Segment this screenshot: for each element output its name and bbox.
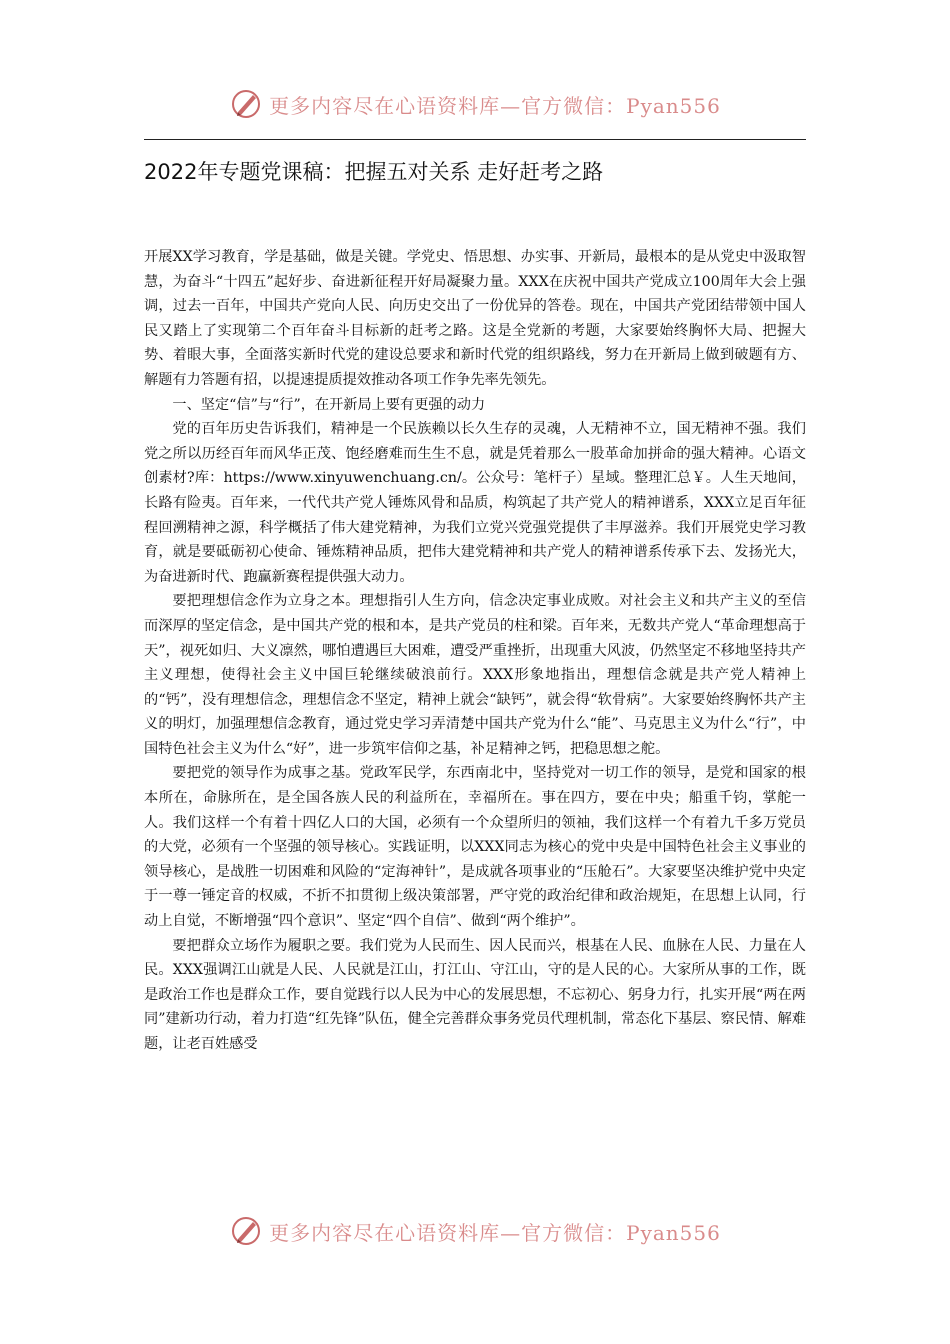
header-divider — [144, 139, 806, 140]
header-watermark-banner — [0, 84, 950, 124]
document-body — [144, 245, 806, 1057]
paragraph-intro: 开展XX学习教育，学是基础，做是关键。学党史、悟思想、办实事、开新局，最根本的是从党史中汲取智慧，为奋斗“十四五”起好步、奋进新征程开好局凝聚力量。XXX在庆祝中国共产党成立100周年大会上强调，过去一百年，中国共产党向人民、向历史交出了一份优异的答卷。现在，中国共产党团结带领中国人民又踏上了实现第二个百年奋斗目标新的赶考之路。这是全党新的考题，大家要始终胸怀大局、把握大势、着眼大事，全面落实新时代党的建设总要求和新时代党的组织路线，努力在开新局上做到破题有方、解题有力答题有招，以提速提质提效推动各项工作争先率先领先。 — [144, 249, 806, 388]
footer-watermark-banner — [0, 1211, 950, 1251]
pen-logo-icon — [229, 87, 263, 121]
document-title: 2022年专题党课稿：把握五对关系 走好赶考之路 — [144, 160, 604, 184]
header-watermark-text: 更多内容尽在心语资料库—官方微信：Pyan556 — [269, 93, 721, 118]
footer-watermark-text: 更多内容尽在心语资料库—官方微信：Pyan556 — [269, 1220, 721, 1245]
paragraph-leadership: 要把党的领导作为成事之基。党政军民学，东西南北中，坚持党对一切工作的领导，是党和国家的根本所在，命脉所在，是全国各族人民的利益所在，幸福所在。事在四方，要在中央；船重千钧，掌舵一人。我们这样一个有着十四亿人口的大国，必须有一个众望所归的领袖，我们这样一个有着九千多万党员的大党，必须有一个坚强的领导核心。实践证明，以XXX同志为核心的党中央是中国特色社会主义事业的领导核心，是战胜一切困难和风险的“定海神针”，是成就各项事业的“压舱石”。大家要坚决维护党中央定于一尊一锤定音的权威，不折不扣贯彻上级决策部署，严守党的政治纪律和政治规矩，在思想上认同，行动上自觉，不断增强“四个意识”、坚定“四个自信”、做到“两个维护”。 — [144, 765, 806, 930]
pen-logo-icon — [229, 1214, 263, 1248]
paragraph-ideals: 要把理想信念作为立身之本。理想指引人生方向，信念决定事业成败。对社会主义和共产主义的至信而深厚的坚定信念，是中国共产党的根和本，是共产党员的柱和梁。百年来，无数共产党人“革命理想高于天”，视死如归、大义凛然，哪怕遭遇巨大困难，遭受严重挫折，出现重大风波，仍然坚定不移地坚持共产主义理想，使得社会主义中国巨轮继续破浪前行。XXX形象地指出，理想信念就是共产党人精神上的“钙”，没有理想信念，理想信念不坚定，精神上就会“缺钙”，就会得“软骨病”。大家要始终胸怀共产主义的明灯，加强理想信念教育，通过党史学习弄清楚中国共产党为什么“能”、马克思主义为什么“行”，中国特色社会主义为什么“好”，进一步筑牢信仰之基，补足精神之钙，把稳思想之舵。 — [144, 593, 806, 757]
paragraph-spirit: 党的百年历史告诉我们，精神是一个民族赖以长久生存的灵魂，人无精神不立，国无精神不强。我们党之所以历经百年而风华正茂、饱经磨难而生生不息，就是凭着那么一股革命加拼命的强大精神。心语文创素材?库：https://www.xinyuwenchuang.cn/。公众号：笔杆子）星域。整理汇总￥。人生天地间，长路有险夷。百年来，一代代共产党人锤炼风骨和品质，构筑起了共产党人的精神谱系，XXX立足百年征程回溯精神之源，科学概括了伟大建党精神，为我们立党兴党强党提供了丰厚滋养。我们开展党史学习教育，就是要砥砺初心使命、锤炼精神品质，把伟大建党精神和共产党人的精神谱系传承下去、发扬光大，为奋进新时代、跑赢新赛程提供强大动力。 — [144, 421, 806, 585]
section-heading-1: 一、坚定“信”与“行”，在开新局上要有更强的动力 — [172, 396, 486, 413]
paragraph-masses: 要把群众立场作为履职之要。我们党为人民而生、因人民而兴，根基在人民、血脉在人民、力量在人民。XXX强调江山就是人民、人民就是江山，打江山、守江山，守的是人民的心。大家所从事的工作，既是政治工作也是群众工作，要自觉践行以人民为中心的发展思想，不忘初心、躬身力行，扎实开展“两在两同”建新功行动，着力打造“红先锋”队伍，健全完善群众事务党员代理机制，常态化下基层、察民情、解难题，让老百姓感受 — [144, 937, 806, 1052]
